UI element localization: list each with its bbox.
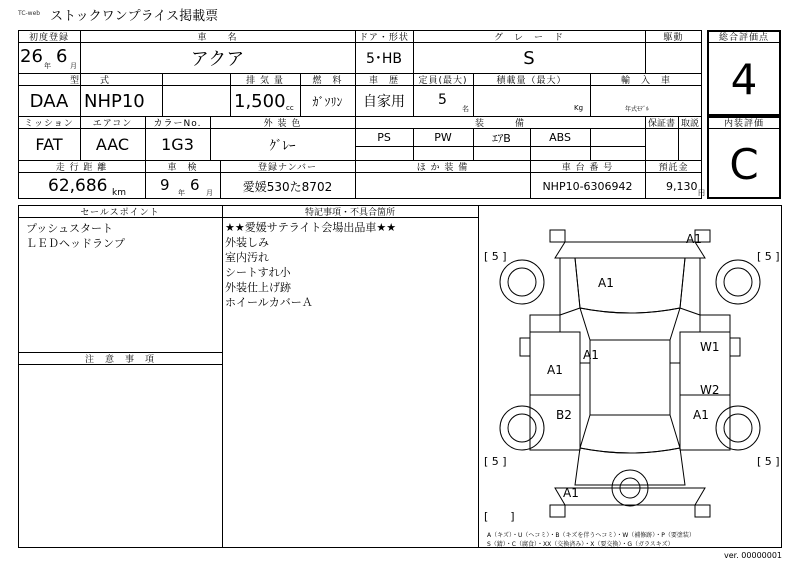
damage-roof: A1 — [583, 348, 599, 362]
aircon-value: AAC — [95, 135, 130, 154]
legend-line-1: A（キズ）・U（ヘコミ）・B（キズを伴うヘコミ）・W（補修跡）・P（要塗装） — [487, 532, 695, 539]
list-item: 外装しみ — [225, 236, 269, 249]
import-label: 輸 入 車 — [620, 75, 671, 86]
interior-score-value: C — [729, 139, 759, 189]
interior-score-label: 内装評価 — [723, 118, 764, 129]
model-label: 型 式 — [69, 75, 110, 86]
tc-web-logo: TC-web — [18, 10, 41, 17]
list-item: ＬＥＤヘッドランプ — [26, 237, 125, 250]
chassis-no-value: NHP10-6306942 — [542, 179, 633, 193]
plate-value: 愛媛530た8702 — [242, 179, 333, 194]
equipment-ps: PS — [377, 131, 391, 144]
drive-value — [645, 43, 702, 73]
overall-score-label: 総合評価点 — [718, 32, 769, 43]
legend-line-2: S（錆）・C（腐食）・XX（交換済み）・X（要交換）・G（ガラスキズ） — [487, 541, 674, 548]
bracket-front-right: [ 5 ] — [757, 250, 780, 263]
model-value: NHP10 — [84, 90, 145, 112]
first-reg-label: 初度登録 — [28, 32, 69, 43]
bracket-rear-left: [ 5 ] — [484, 455, 507, 468]
car-name-value: アクア — [190, 49, 245, 70]
km-unit: km — [112, 188, 126, 198]
inspection-year: 9 — [160, 176, 170, 194]
model-year-unit: 年式ﾓﾃﾞﾙ — [625, 106, 650, 113]
capacity-label: 定員(最大) — [418, 75, 468, 86]
damage-rear-bumper: A1 — [563, 486, 579, 500]
color-no-value: 1G3 — [161, 135, 194, 154]
bracket-spare: [ ] — [484, 510, 515, 523]
history-value: 自家用 — [363, 94, 405, 110]
grade-label: グ レ ー ド — [493, 32, 564, 43]
drive-label: 駆動 — [663, 32, 684, 43]
chassis-no-label: 車 台 番 号 — [561, 162, 614, 173]
list-item: ★★愛媛サテライト会場出品車★★ — [225, 221, 397, 234]
mileage-value: 62,686 — [48, 176, 108, 196]
list-item: ホイールカバーＡ — [225, 296, 313, 309]
other-equipment-label: ほ か 装 備 — [416, 162, 469, 173]
damage-left-rear: B2 — [556, 408, 572, 422]
bracket-front-left: [ 5 ] — [484, 250, 507, 263]
displacement-label: 排 気 量 — [246, 75, 284, 86]
door-shape-value: 5･HB — [365, 51, 403, 67]
kg-unit: Kg — [574, 104, 584, 112]
damage-hood: A1 — [598, 276, 614, 290]
notes-label: 注 意 事 項 — [84, 354, 155, 365]
list-item: 室内汚れ — [225, 251, 269, 264]
deposit-label: 預託金 — [658, 162, 689, 173]
grade-value: S — [523, 47, 535, 69]
inspection-label: 車 検 — [167, 162, 198, 173]
manual-label: 取説 — [680, 118, 699, 129]
mission-label: ミッション — [24, 118, 74, 129]
month-unit: 月 — [70, 62, 77, 70]
first-reg-month: 6 — [56, 46, 68, 67]
equipment-pw: PW — [434, 131, 452, 144]
inspection-year-unit: 年 — [178, 189, 185, 197]
equipment-abs: ABS — [549, 131, 571, 144]
history-label: 車 歴 — [368, 75, 399, 86]
damage-right-rear-door: W2 — [700, 383, 720, 397]
list-item: シートすれ小 — [225, 266, 291, 279]
list-item: 外装仕上げ跡 — [225, 281, 291, 294]
equipment-airbag: ｴｱB — [492, 131, 511, 145]
car-damage-diagram — [480, 220, 780, 532]
capacity-value: 5 — [438, 92, 447, 108]
exterior-color-value: ｸﾞﾚｰ — [269, 139, 296, 154]
overall-score-value: 4 — [730, 55, 758, 104]
inspection-month-unit: 月 — [206, 189, 213, 197]
inspection-month: 6 — [190, 176, 200, 194]
door-shape-label: ドア・形状 — [359, 32, 409, 43]
fuel-label: 燃 料 — [312, 75, 343, 86]
mission-value: FAT — [35, 135, 63, 154]
equipment-label: 装 備 — [474, 118, 525, 129]
yen-unit: 円 — [698, 189, 705, 197]
warranty-label: 保証書 — [647, 118, 675, 129]
person-unit: 名 — [462, 105, 469, 113]
page-title: ストックワンプライス掲載票 — [50, 9, 219, 24]
remarks-list — [225, 220, 396, 310]
displacement-value: 1,500 — [234, 90, 286, 112]
damage-front-bumper: A1 — [686, 232, 702, 246]
model-prefix-value: DAA — [29, 90, 69, 112]
version-text: ver. 00000001 — [724, 551, 783, 560]
cc-unit: cc — [286, 104, 294, 112]
bracket-rear-right: [ 5 ] — [757, 455, 780, 468]
mileage-label: 走 行 距 離 — [55, 162, 108, 173]
remarks-label: 特記事項・不具合箇所 — [304, 207, 395, 218]
car-name-label: 車 名 — [197, 32, 238, 43]
deposit-value: 9,130 — [666, 180, 698, 193]
plate-label: 登録ナンバー — [258, 162, 317, 173]
sales-points-list — [26, 221, 125, 251]
fuel-value: ｶﾞｿﾘﾝ — [312, 94, 343, 109]
aircon-label: エアコン — [92, 118, 133, 129]
damage-right-front-door: W1 — [700, 340, 720, 354]
damage-left-door: A1 — [547, 363, 563, 377]
year-unit: 年 — [44, 62, 51, 70]
list-item: プッシュスタート — [26, 222, 114, 235]
sales-points-label: セールスポイント — [80, 207, 160, 218]
exterior-color-label: 外 装 色 — [263, 118, 302, 129]
color-no-label: カラーNo. — [153, 118, 202, 129]
first-reg-year: 26 — [20, 46, 43, 67]
damage-right-rear: A1 — [693, 408, 709, 422]
load-capacity-label: 積載量（最大） — [496, 75, 567, 86]
